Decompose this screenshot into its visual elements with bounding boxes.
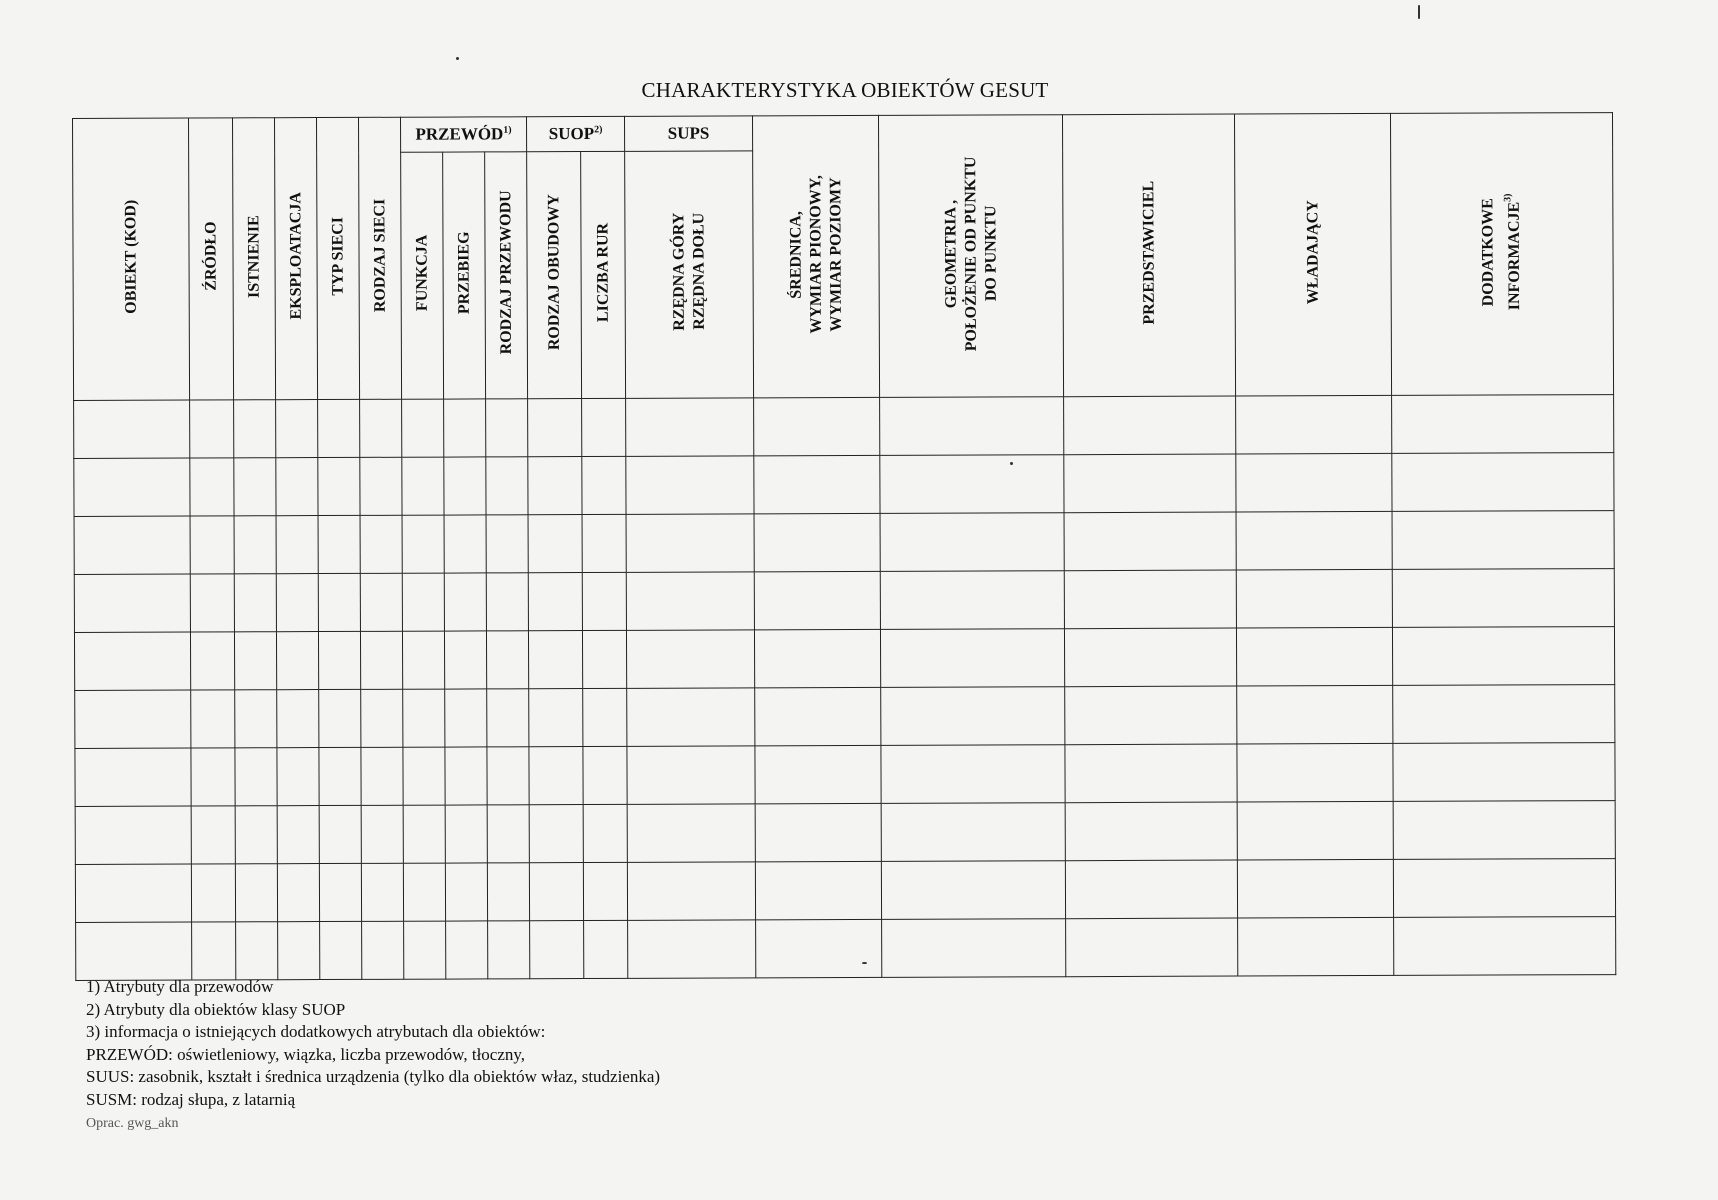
table-row bbox=[76, 917, 1616, 981]
table-cell bbox=[277, 864, 319, 922]
table-row bbox=[75, 801, 1615, 865]
table-cell bbox=[320, 921, 362, 979]
table-cell bbox=[235, 864, 277, 922]
footnote: 3) informacja o istniejących dodatkowych atrybutach dla obiektów: bbox=[86, 1022, 546, 1041]
table-cell bbox=[755, 745, 881, 803]
col-przedstawiciel: PRZEDSTAWICIEL bbox=[1063, 114, 1236, 397]
footnote: 2) Atrybuty dla obiektów klasy SUOP bbox=[86, 999, 346, 1019]
table-cell bbox=[487, 747, 529, 805]
table-cell bbox=[487, 689, 529, 747]
table-cell bbox=[234, 574, 276, 632]
table-cell bbox=[235, 806, 277, 864]
table-cell bbox=[445, 689, 487, 747]
table-cell bbox=[360, 399, 402, 457]
table-cell bbox=[75, 690, 191, 748]
table-cell bbox=[74, 632, 190, 690]
table-cell bbox=[1237, 801, 1393, 860]
table-cell bbox=[1236, 395, 1392, 454]
footnote: SUSM: rodzaj słupa, z latarnią bbox=[86, 1089, 296, 1109]
scan-speck bbox=[456, 57, 459, 60]
table-body bbox=[74, 395, 1616, 981]
table-cell bbox=[529, 863, 583, 921]
table-cell bbox=[190, 574, 234, 632]
table-cell bbox=[626, 456, 754, 514]
table-cell bbox=[880, 629, 1064, 688]
table-cell bbox=[881, 687, 1065, 746]
table-cell bbox=[444, 573, 486, 631]
table-cell bbox=[74, 458, 190, 516]
table-cell bbox=[276, 400, 318, 458]
table-cell bbox=[1064, 570, 1236, 629]
table-cell bbox=[882, 919, 1066, 978]
table-cell bbox=[318, 515, 360, 573]
table-cell bbox=[529, 805, 583, 863]
table-row bbox=[75, 859, 1615, 923]
table-cell bbox=[190, 400, 234, 458]
table-cell bbox=[191, 690, 235, 748]
table-cell bbox=[191, 748, 235, 806]
table-cell bbox=[1392, 627, 1614, 686]
table-cell bbox=[1065, 686, 1237, 745]
col-liczba-rur: LICZBA RUR bbox=[581, 151, 626, 398]
table-cell bbox=[1236, 453, 1392, 512]
table-cell bbox=[1065, 860, 1237, 919]
table-cell bbox=[360, 631, 402, 689]
table-cell bbox=[583, 862, 627, 920]
table-cell bbox=[319, 747, 361, 805]
author-credit: Oprac. gwg_akn bbox=[86, 1116, 179, 1131]
table-cell bbox=[486, 457, 528, 515]
col-eksploatacja: EKSPLOATACJA bbox=[275, 118, 318, 400]
col-obiekt: OBIEKT (KOD) bbox=[73, 118, 190, 400]
col-funkcja: FUNKCJA bbox=[401, 152, 444, 399]
table-cell bbox=[754, 455, 880, 513]
table-cell bbox=[1392, 453, 1614, 512]
table-cell bbox=[403, 689, 445, 747]
table-cell bbox=[319, 689, 361, 747]
col-geometria: GEOMETRIA , POŁOŻENIE OD PUNKTU DO PUNKTU bbox=[879, 115, 1064, 398]
footnote: 1) Atrybuty dla przewodów bbox=[86, 977, 274, 996]
table-cell bbox=[756, 919, 882, 977]
table-cell bbox=[1393, 743, 1615, 802]
table-cell bbox=[880, 397, 1064, 456]
table-cell bbox=[318, 399, 360, 457]
table-cell bbox=[529, 689, 583, 747]
table-cell bbox=[582, 572, 626, 630]
table-cell bbox=[276, 574, 318, 632]
col-typ-sieci: TYP SIECI bbox=[317, 117, 360, 399]
table-row bbox=[74, 627, 1614, 691]
table-cell bbox=[528, 399, 582, 457]
table-cell bbox=[583, 746, 627, 804]
table-cell bbox=[754, 513, 880, 571]
table-cell bbox=[74, 516, 190, 574]
table-cell bbox=[626, 572, 754, 630]
table-cell bbox=[360, 515, 402, 573]
table-cell bbox=[191, 806, 235, 864]
table-cell bbox=[318, 573, 360, 631]
table-cell bbox=[360, 457, 402, 515]
table-row bbox=[74, 395, 1614, 459]
table-cell bbox=[74, 574, 190, 632]
col-wladajacy: WŁADAJĄCY bbox=[1235, 113, 1392, 396]
table-cell bbox=[278, 922, 320, 980]
table-cell bbox=[582, 456, 626, 514]
footnotes bbox=[86, 976, 660, 1136]
table-row bbox=[75, 743, 1615, 807]
table-cell bbox=[1066, 918, 1238, 977]
table-cell bbox=[402, 515, 444, 573]
table-cell bbox=[1236, 511, 1392, 570]
table-cell bbox=[190, 516, 234, 574]
table-cell bbox=[1237, 685, 1393, 744]
table-cell bbox=[584, 920, 628, 978]
col-srednica: ŚREDNICA, WYMIAR PIONOWY, WYMIAR POZIOMY bbox=[753, 115, 880, 397]
table-cell bbox=[627, 688, 755, 746]
table-cell bbox=[1237, 743, 1393, 802]
table-cell bbox=[276, 632, 318, 690]
table-cell bbox=[486, 573, 528, 631]
table-cell bbox=[1064, 396, 1236, 455]
table-cell bbox=[1065, 744, 1237, 803]
table-cell bbox=[234, 632, 276, 690]
table-cell bbox=[627, 804, 755, 862]
table-cell bbox=[582, 630, 626, 688]
table-cell bbox=[235, 690, 277, 748]
table-cell bbox=[190, 632, 234, 690]
table-cell bbox=[444, 515, 486, 573]
table-cell bbox=[626, 630, 754, 688]
table-cell bbox=[528, 631, 582, 689]
table-cell bbox=[754, 397, 880, 455]
table-cell bbox=[402, 457, 444, 515]
table-cell bbox=[1065, 802, 1237, 861]
scan-speck bbox=[1010, 462, 1013, 465]
table-cell bbox=[583, 688, 627, 746]
page-title: CHARAKTERYSTYKA OBIEKTÓW GESUT bbox=[641, 78, 1049, 102]
table-cell bbox=[403, 805, 445, 863]
table-cell bbox=[277, 690, 319, 748]
table-cell bbox=[276, 458, 318, 516]
table-cell bbox=[76, 922, 192, 980]
footnote: SUUS: zasobnik, kształt i średnica urządzenia (tylko dla obiektów właz, studzienka) bbox=[86, 1067, 661, 1086]
table-cell bbox=[880, 513, 1064, 572]
table-cell bbox=[361, 805, 403, 863]
col-przebieg: PRZEBIEG bbox=[443, 152, 486, 399]
table-cell bbox=[754, 571, 880, 629]
scan-speck bbox=[862, 962, 867, 964]
table-cell bbox=[318, 457, 360, 515]
table-cell bbox=[403, 863, 445, 921]
table-cell bbox=[1393, 801, 1615, 860]
table-cell bbox=[880, 571, 1064, 630]
table-row bbox=[74, 569, 1614, 633]
table-cell bbox=[1394, 917, 1616, 976]
table-cell bbox=[755, 803, 881, 861]
table-cell bbox=[276, 516, 318, 574]
table-row bbox=[74, 511, 1614, 575]
footnote: PRZEWÓD: oświetleniowy, wiązka, liczba przewodów, tłoczny, bbox=[86, 1044, 526, 1064]
table-cell bbox=[1064, 454, 1236, 513]
table-cell bbox=[880, 455, 1064, 514]
table-cell bbox=[402, 573, 444, 631]
table-cell bbox=[403, 747, 445, 805]
table-cell bbox=[1393, 685, 1615, 744]
table-cell bbox=[318, 631, 360, 689]
table-cell bbox=[235, 748, 277, 806]
table-cell bbox=[1236, 627, 1392, 686]
table-cell bbox=[445, 805, 487, 863]
table-cell bbox=[528, 573, 582, 631]
col-rzedna: RZĘDNA GÓRY RZĘDNA DOŁU bbox=[625, 151, 754, 398]
table-cell bbox=[627, 862, 755, 920]
table-cell bbox=[1236, 569, 1392, 628]
table-cell bbox=[582, 398, 626, 456]
table-row bbox=[74, 453, 1614, 517]
table-cell bbox=[75, 806, 191, 864]
table-cell bbox=[402, 631, 444, 689]
table-cell bbox=[360, 573, 402, 631]
table-cell bbox=[1392, 511, 1614, 570]
table-cell bbox=[583, 804, 627, 862]
scan-speck bbox=[1418, 5, 1420, 19]
table-cell bbox=[627, 746, 755, 804]
col-rodzaj-przewodu: RODZAJ PRZEWODU bbox=[485, 152, 528, 399]
table-cell bbox=[487, 805, 529, 863]
table-cell bbox=[319, 805, 361, 863]
col-dodatkowe: DODATKOWE INFORMACJE$^{3)}$ bbox=[1391, 113, 1614, 396]
col-rodzaj-obudowy: RODZAJ OBUDOWY bbox=[527, 152, 582, 399]
table-cell bbox=[881, 861, 1065, 920]
table-cell bbox=[361, 747, 403, 805]
table-cell bbox=[488, 921, 530, 979]
table-cell bbox=[234, 400, 276, 458]
table-cell bbox=[528, 457, 582, 515]
table-cell bbox=[192, 922, 236, 980]
table-cell bbox=[486, 515, 528, 573]
table-cell bbox=[582, 514, 626, 572]
table-cell bbox=[277, 806, 319, 864]
table-cell bbox=[446, 921, 488, 979]
table-cell bbox=[486, 631, 528, 689]
table-cell bbox=[755, 687, 881, 745]
table-cell bbox=[445, 863, 487, 921]
table-cell bbox=[191, 864, 235, 922]
table-cell bbox=[75, 748, 191, 806]
table-cell bbox=[444, 631, 486, 689]
table-row bbox=[75, 685, 1615, 749]
table-cell bbox=[74, 400, 190, 458]
table-cell bbox=[881, 745, 1065, 804]
gesut-table bbox=[72, 112, 1616, 981]
table-cell bbox=[486, 399, 528, 457]
table-cell bbox=[234, 458, 276, 516]
table-cell bbox=[75, 864, 191, 922]
table-cell bbox=[404, 921, 446, 979]
table-cell bbox=[1393, 859, 1615, 918]
table-cell bbox=[529, 747, 583, 805]
table-cell bbox=[190, 458, 234, 516]
col-zrodlo: ŹRÓDŁO bbox=[189, 118, 234, 400]
table-cell bbox=[236, 922, 278, 980]
table-cell bbox=[277, 748, 319, 806]
table-cell bbox=[1237, 859, 1393, 918]
header-row-groups bbox=[73, 113, 1613, 154]
table-cell bbox=[361, 863, 403, 921]
table-cell bbox=[1064, 628, 1236, 687]
table-cell bbox=[444, 399, 486, 457]
table-cell bbox=[881, 803, 1065, 862]
table-cell bbox=[755, 861, 881, 919]
table-cell bbox=[530, 921, 584, 979]
table-cell bbox=[1392, 569, 1614, 628]
table-cell bbox=[444, 457, 486, 515]
table-cell bbox=[628, 920, 756, 978]
table-cell bbox=[528, 515, 582, 573]
group-suop: SUOP$^{2)}$ bbox=[527, 116, 625, 151]
table-cell bbox=[361, 689, 403, 747]
table-cell bbox=[402, 399, 444, 457]
table-cell bbox=[445, 747, 487, 805]
table-cell bbox=[1238, 917, 1394, 976]
table-cell bbox=[626, 398, 754, 456]
group-sups: SUPS bbox=[625, 116, 753, 151]
col-rodzaj-sieci: RODZAJ SIECI bbox=[358, 117, 401, 399]
table-cell bbox=[754, 629, 880, 687]
table-cell bbox=[319, 863, 361, 921]
table-cell bbox=[234, 516, 276, 574]
table-cell bbox=[626, 514, 754, 572]
table-cell bbox=[362, 921, 404, 979]
group-przewod: PRZEWÓD$^{1)}$ bbox=[400, 117, 526, 152]
table-cell bbox=[1064, 512, 1236, 571]
col-istnienie: ISTNIENIE bbox=[233, 118, 276, 400]
table-cell bbox=[487, 863, 529, 921]
table-cell bbox=[1392, 395, 1614, 454]
